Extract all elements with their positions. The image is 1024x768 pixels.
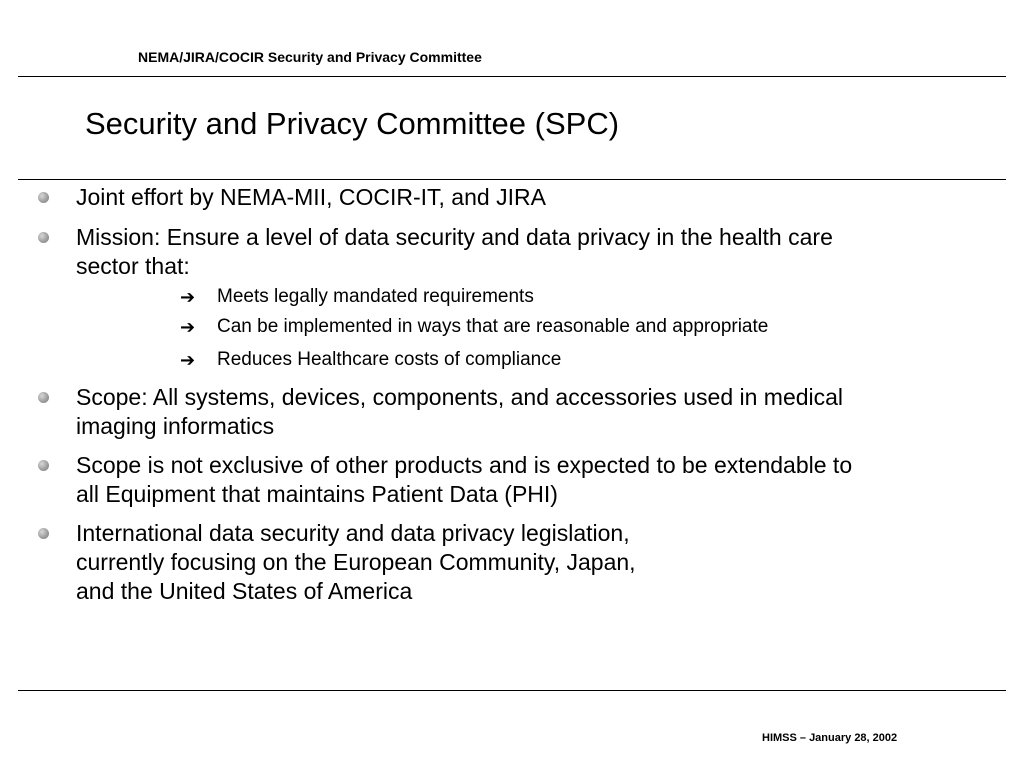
bullet-line: and the United States of America xyxy=(76,578,413,604)
footer-divider xyxy=(18,690,1006,691)
bullet-line: all Equipment that maintains Patient Data (PHI) xyxy=(76,481,558,507)
bullet-line: Joint effort by NEMA-MII, COCIR-IT, and JIRA xyxy=(76,184,546,210)
bullet-line: International data security and data privacy legislation, xyxy=(76,520,630,546)
sub-bullet-text: Reduces Healthcare costs of compliance xyxy=(217,349,562,370)
header-committee-label: NEMA/JIRA/COCIR Security and Privacy Committee xyxy=(138,49,482,65)
bullet-line: imaging informatics xyxy=(76,413,275,439)
bullet-line: sector that: xyxy=(76,253,190,279)
bullet-line: currently focusing on the European Community, Japan, xyxy=(76,549,636,575)
bullet-dot-icon xyxy=(38,232,49,243)
sub-bullet-text: Can be implemented in ways that are reasonable and appropriate xyxy=(217,316,769,337)
bullet-dot-icon xyxy=(38,392,49,403)
arrow-right-icon: ➔ xyxy=(180,350,196,370)
arrow-right-icon: ➔ xyxy=(180,317,196,337)
bullet-line: Scope is not exclusive of other products and is expected to be extendable to xyxy=(76,452,853,478)
bullet-line: Scope: All systems, devices, components, and accessories used in medical xyxy=(76,384,844,410)
bullet-dot-icon xyxy=(38,460,49,471)
slide-title: Security and Privacy Committee (SPC) xyxy=(85,106,620,141)
bullet-line: Mission: Ensure a level of data security and data privacy in the health care xyxy=(76,224,833,250)
bullet-dot-icon xyxy=(38,192,49,203)
footer-event-label: HIMSS – January 28, 2002 xyxy=(762,732,898,744)
sub-bullet-text: Meets legally mandated requirements xyxy=(217,286,534,307)
bullet-dot-icon xyxy=(38,528,49,539)
arrow-right-icon: ➔ xyxy=(180,287,196,307)
